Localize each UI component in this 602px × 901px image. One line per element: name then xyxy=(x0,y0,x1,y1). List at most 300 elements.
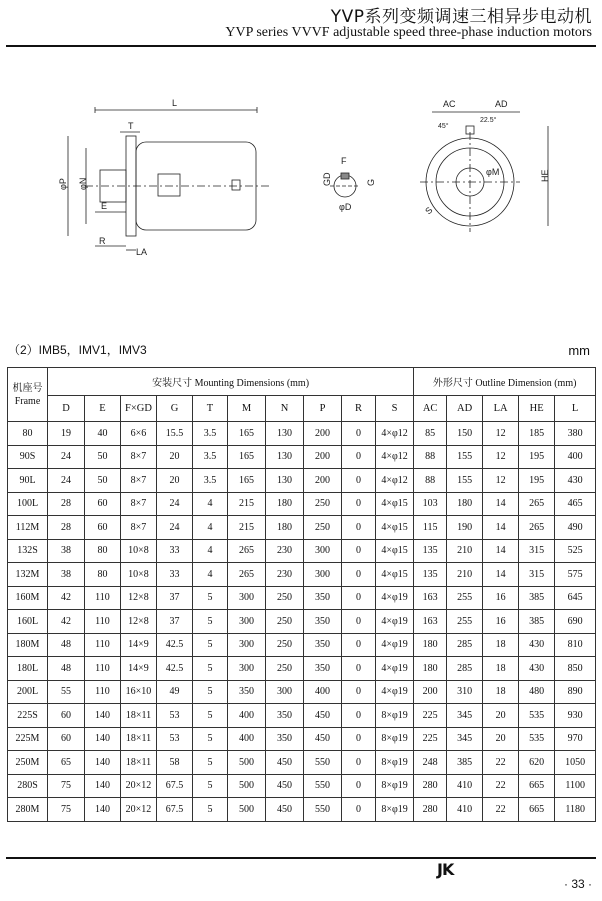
table-cell: 280 xyxy=(414,798,447,822)
table-cell: 58 xyxy=(157,751,193,775)
table-cell: 250 xyxy=(304,516,342,540)
table-cell: 285 xyxy=(447,657,483,681)
table-cell: 4×φ12 xyxy=(376,469,414,493)
dim-label-S: S xyxy=(423,204,435,217)
table-cell: 14 xyxy=(483,492,519,516)
dimension-drawings xyxy=(0,90,602,260)
table-cell: 22 xyxy=(483,798,519,822)
table-cell: 18 xyxy=(483,633,519,657)
table-row xyxy=(8,516,596,540)
table-cell: 110 xyxy=(85,610,121,634)
table-cell: 4×φ19 xyxy=(376,680,414,704)
table-cell: 250 xyxy=(266,633,304,657)
dimension-table xyxy=(7,367,596,822)
table-cell: 225 xyxy=(414,704,447,728)
table-cell: 140 xyxy=(85,751,121,775)
table-cell: 42.5 xyxy=(157,657,193,681)
table-row xyxy=(8,704,596,728)
page-title-zh: YVP系列变频调速三相异步电动机 xyxy=(330,7,592,27)
frame-cell: 100L xyxy=(8,492,48,516)
table-cell: 4 xyxy=(193,539,228,563)
table-cell: 38 xyxy=(48,563,85,587)
dim-label-L: L xyxy=(172,98,178,108)
table-cell: 12 xyxy=(483,469,519,493)
table-cell: 165 xyxy=(228,469,266,493)
table-cell: 400 xyxy=(228,727,266,751)
table-cell: 850 xyxy=(555,657,596,681)
outline-header: 外形尺寸 Outline Dimension (mm) xyxy=(414,368,596,396)
table-row xyxy=(8,798,596,822)
table-cell: 14 xyxy=(483,539,519,563)
column-header: AC xyxy=(414,396,447,422)
frame-cell: 280M xyxy=(8,798,48,822)
table-cell: 550 xyxy=(304,751,342,775)
table-cell: 665 xyxy=(519,774,555,798)
table-cell: 410 xyxy=(447,798,483,822)
table-cell: 22 xyxy=(483,774,519,798)
table-cell: 65 xyxy=(48,751,85,775)
table-cell: 16×10 xyxy=(121,680,157,704)
table-cell: 140 xyxy=(85,727,121,751)
column-header: L xyxy=(555,396,596,422)
table-cell: 53 xyxy=(157,727,193,751)
table-row xyxy=(8,492,596,516)
table-cell: 28 xyxy=(48,516,85,540)
table-cell: 430 xyxy=(519,657,555,681)
table-cell: 3.5 xyxy=(193,469,228,493)
table-row xyxy=(8,610,596,634)
frame-header-zh: 机座号 xyxy=(12,382,43,394)
table-cell: 300 xyxy=(266,680,304,704)
dim-label-E: E xyxy=(101,201,108,211)
table-cell: 4×φ19 xyxy=(376,633,414,657)
table-cell: 14 xyxy=(483,563,519,587)
table-cell: 195 xyxy=(519,469,555,493)
dim-label-T: T xyxy=(128,121,134,131)
table-cell: 0 xyxy=(342,422,376,446)
frame-cell: 90S xyxy=(8,445,48,469)
table-cell: 665 xyxy=(519,798,555,822)
table-row xyxy=(8,727,596,751)
side-view-drawing xyxy=(58,98,270,257)
table-cell: 200 xyxy=(414,680,447,704)
table-cell: 5 xyxy=(193,751,228,775)
table-cell: 1100 xyxy=(555,774,596,798)
table-cell: 185 xyxy=(519,422,555,446)
table-cell: 53 xyxy=(157,704,193,728)
table-cell: 350 xyxy=(304,657,342,681)
dim-label-F: F xyxy=(341,156,347,166)
dim-label-R: R xyxy=(99,236,106,246)
table-cell: 88 xyxy=(414,469,447,493)
table-cell: 75 xyxy=(48,774,85,798)
column-header: S xyxy=(376,396,414,422)
table-cell: 450 xyxy=(266,751,304,775)
column-header: N xyxy=(266,396,304,422)
dim-label-45deg: 45° xyxy=(438,123,449,130)
table-cell: 16 xyxy=(483,586,519,610)
table-cell: 225 xyxy=(414,727,447,751)
table-cell: 0 xyxy=(342,610,376,634)
column-header: P xyxy=(304,396,342,422)
frame-header-en: Frame xyxy=(14,395,41,407)
frame-cell: 132M xyxy=(8,563,48,587)
table-cell: 0 xyxy=(342,586,376,610)
table-cell: 200 xyxy=(304,469,342,493)
dim-label-phiM: φM xyxy=(486,167,500,177)
table-cell: 180 xyxy=(266,492,304,516)
table-cell: 140 xyxy=(85,798,121,822)
table-cell: 75 xyxy=(48,798,85,822)
table-cell: 18×11 xyxy=(121,751,157,775)
table-cell: 10×8 xyxy=(121,539,157,563)
table-cell: 350 xyxy=(304,633,342,657)
frame-cell: 250M xyxy=(8,751,48,775)
dim-label-G: G xyxy=(366,178,376,186)
table-cell: 385 xyxy=(447,751,483,775)
table-cell: 250 xyxy=(266,610,304,634)
table-cell: 535 xyxy=(519,727,555,751)
table-cell: 1050 xyxy=(555,751,596,775)
table-cell: 130 xyxy=(266,445,304,469)
table-cell: 190 xyxy=(447,516,483,540)
table-cell: 5 xyxy=(193,727,228,751)
table-cell: 12×8 xyxy=(121,586,157,610)
dim-label-phiP: φP xyxy=(58,178,68,190)
table-cell: 0 xyxy=(342,751,376,775)
table-cell: 450 xyxy=(304,727,342,751)
frame-header xyxy=(8,368,48,422)
table-row xyxy=(8,539,596,563)
table-cell: 20 xyxy=(157,469,193,493)
table-cell: 140 xyxy=(85,704,121,728)
table-cell: 535 xyxy=(519,704,555,728)
dim-label-AD: AD xyxy=(495,99,508,109)
frame-cell: 80 xyxy=(8,422,48,446)
table-cell: 300 xyxy=(228,657,266,681)
table-cell: 315 xyxy=(519,539,555,563)
table-cell: 265 xyxy=(228,563,266,587)
dim-label-LA: LA xyxy=(136,247,148,257)
table-cell: 4×φ19 xyxy=(376,610,414,634)
company-logo: JK xyxy=(437,860,454,879)
table-cell: 285 xyxy=(447,633,483,657)
table-cell: 22 xyxy=(483,751,519,775)
table-cell: 155 xyxy=(447,445,483,469)
table-cell: 350 xyxy=(304,586,342,610)
table-cell: 60 xyxy=(48,704,85,728)
frame-cell: 112M xyxy=(8,516,48,540)
table-cell: 430 xyxy=(555,469,596,493)
table-cell: 5 xyxy=(193,774,228,798)
table-cell: 150 xyxy=(447,422,483,446)
table-cell: 60 xyxy=(48,727,85,751)
table-cell: 5 xyxy=(193,633,228,657)
table-cell: 8×φ19 xyxy=(376,704,414,728)
table-cell: 50 xyxy=(85,469,121,493)
table-cell: 5 xyxy=(193,798,228,822)
table-cell: 3.5 xyxy=(193,422,228,446)
dim-label-HE: HE xyxy=(540,169,550,182)
table-cell: 5 xyxy=(193,586,228,610)
table-cell: 810 xyxy=(555,633,596,657)
table-row xyxy=(8,563,596,587)
table-cell: 140 xyxy=(85,774,121,798)
table-cell: 0 xyxy=(342,516,376,540)
table-cell: 300 xyxy=(228,610,266,634)
table-cell: 115 xyxy=(414,516,447,540)
table-cell: 265 xyxy=(519,516,555,540)
frame-cell: 180M xyxy=(8,633,48,657)
table-cell: 430 xyxy=(519,633,555,657)
table-cell: 19 xyxy=(48,422,85,446)
table-cell: 265 xyxy=(519,492,555,516)
table-cell: 410 xyxy=(447,774,483,798)
table-cell: 110 xyxy=(85,657,121,681)
table-cell: 250 xyxy=(304,492,342,516)
table-row xyxy=(8,469,596,493)
frame-cell: 160L xyxy=(8,610,48,634)
table-cell: 8×7 xyxy=(121,469,157,493)
table-cell: 500 xyxy=(228,774,266,798)
table-cell: 8×7 xyxy=(121,516,157,540)
column-header: M xyxy=(228,396,266,422)
table-cell: 3.5 xyxy=(193,445,228,469)
table-cell: 180 xyxy=(447,492,483,516)
table-cell: 163 xyxy=(414,586,447,610)
shaft-section-drawing xyxy=(322,156,376,212)
table-cell: 4×φ15 xyxy=(376,516,414,540)
frame-cell: 280S xyxy=(8,774,48,798)
mounting-header: 安装尺寸 Mounting Dimensions (mm) xyxy=(48,368,414,396)
table-cell: 0 xyxy=(342,774,376,798)
table-cell: 310 xyxy=(447,680,483,704)
table-cell: 195 xyxy=(519,445,555,469)
dim-label-22-5deg: 22.5° xyxy=(480,117,497,124)
table-cell: 400 xyxy=(555,445,596,469)
table-cell: 24 xyxy=(157,492,193,516)
column-header: LA xyxy=(483,396,519,422)
frame-cell: 180L xyxy=(8,657,48,681)
frame-cell: 160M xyxy=(8,586,48,610)
table-cell: 103 xyxy=(414,492,447,516)
table-cell: 315 xyxy=(519,563,555,587)
table-cell: 18×11 xyxy=(121,727,157,751)
table-cell: 180 xyxy=(266,516,304,540)
table-cell: 110 xyxy=(85,680,121,704)
table-cell: 230 xyxy=(266,563,304,587)
table-cell: 450 xyxy=(304,704,342,728)
table-cell: 50 xyxy=(85,445,121,469)
page-number: · 33 · xyxy=(563,877,592,891)
table-row xyxy=(8,657,596,681)
table-cell: 970 xyxy=(555,727,596,751)
table-cell: 550 xyxy=(304,798,342,822)
table-cell: 85 xyxy=(414,422,447,446)
table-cell: 255 xyxy=(447,586,483,610)
table-cell: 385 xyxy=(519,586,555,610)
table-cell: 40 xyxy=(85,422,121,446)
table-cell: 130 xyxy=(266,469,304,493)
table-cell: 345 xyxy=(447,704,483,728)
table-cell: 20 xyxy=(157,445,193,469)
table-cell: 575 xyxy=(555,563,596,587)
table-cell: 4×φ12 xyxy=(376,445,414,469)
table-cell: 645 xyxy=(555,586,596,610)
table-cell: 24 xyxy=(48,469,85,493)
table-cell: 24 xyxy=(48,445,85,469)
table-cell: 5 xyxy=(193,610,228,634)
dim-label-phiD: φD xyxy=(339,202,352,212)
table-cell: 163 xyxy=(414,610,447,634)
table-cell: 80 xyxy=(85,539,121,563)
table-row xyxy=(8,586,596,610)
table-cell: 4×φ19 xyxy=(376,657,414,681)
table-cell: 620 xyxy=(519,751,555,775)
table-cell: 500 xyxy=(228,798,266,822)
table-cell: 350 xyxy=(228,680,266,704)
table-cell: 890 xyxy=(555,680,596,704)
table-cell: 38 xyxy=(48,539,85,563)
table-cell: 130 xyxy=(266,422,304,446)
table-cell: 350 xyxy=(266,704,304,728)
table-cell: 28 xyxy=(48,492,85,516)
table-cell: 12×8 xyxy=(121,610,157,634)
table-cell: 230 xyxy=(266,539,304,563)
table-cell: 8×φ19 xyxy=(376,798,414,822)
column-header: E xyxy=(85,396,121,422)
table-cell: 0 xyxy=(342,704,376,728)
table-row xyxy=(8,680,596,704)
table-cell: 18 xyxy=(483,657,519,681)
dim-label-GD: GD xyxy=(322,172,332,186)
page-title-en: YVP series VVVF adjustable speed three-phase induction motors xyxy=(225,25,592,40)
table-cell: 8×7 xyxy=(121,492,157,516)
table-cell: 20 xyxy=(483,704,519,728)
table-cell: 60 xyxy=(85,516,121,540)
table-cell: 255 xyxy=(447,610,483,634)
table-cell: 210 xyxy=(447,539,483,563)
frame-cell: 200L xyxy=(8,680,48,704)
table-cell: 450 xyxy=(266,798,304,822)
front-view-drawing xyxy=(420,99,550,232)
table-cell: 4 xyxy=(193,492,228,516)
table-cell: 55 xyxy=(48,680,85,704)
table-cell: 0 xyxy=(342,680,376,704)
table-cell: 210 xyxy=(447,563,483,587)
table-cell: 300 xyxy=(228,633,266,657)
table-cell: 180 xyxy=(414,657,447,681)
table-cell: 0 xyxy=(342,727,376,751)
frame-cell: 90L xyxy=(8,469,48,493)
table-cell: 33 xyxy=(157,563,193,587)
column-header: T xyxy=(193,396,228,422)
table-cell: 250 xyxy=(266,586,304,610)
column-header: R xyxy=(342,396,376,422)
table-cell: 200 xyxy=(304,422,342,446)
table-cell: 525 xyxy=(555,539,596,563)
table-cell: 135 xyxy=(414,539,447,563)
table-cell: 490 xyxy=(555,516,596,540)
table-cell: 500 xyxy=(228,751,266,775)
table-cell: 12 xyxy=(483,422,519,446)
table-cell: 48 xyxy=(48,657,85,681)
dim-label-phiN: φN xyxy=(78,177,88,190)
table-cell: 930 xyxy=(555,704,596,728)
table-cell: 1180 xyxy=(555,798,596,822)
table-cell: 8×φ19 xyxy=(376,727,414,751)
table-cell: 18×11 xyxy=(121,704,157,728)
table-cell: 350 xyxy=(304,610,342,634)
column-header-row xyxy=(8,396,596,422)
table-cell: 8×φ19 xyxy=(376,774,414,798)
table-cell: 250 xyxy=(266,657,304,681)
table-cell: 4 xyxy=(193,563,228,587)
table-cell: 37 xyxy=(157,586,193,610)
table-cell: 12 xyxy=(483,445,519,469)
table-cell: 4×φ19 xyxy=(376,586,414,610)
table-cell: 465 xyxy=(555,492,596,516)
table-cell: 550 xyxy=(304,774,342,798)
table-cell: 0 xyxy=(342,633,376,657)
table-cell: 5 xyxy=(193,657,228,681)
table-cell: 0 xyxy=(342,469,376,493)
table-cell: 4×φ12 xyxy=(376,422,414,446)
table-cell: 180 xyxy=(414,633,447,657)
table-cell: 6×6 xyxy=(121,422,157,446)
table-cell: 300 xyxy=(304,563,342,587)
table-cell: 165 xyxy=(228,445,266,469)
table-cell: 15.5 xyxy=(157,422,193,446)
table-cell: 280 xyxy=(414,774,447,798)
table-cell: 20 xyxy=(483,727,519,751)
column-header: AD xyxy=(447,396,483,422)
section-title: （2）IMB5，IMV1，IMV3 xyxy=(8,343,147,357)
column-header: G xyxy=(157,396,193,422)
table-cell: 385 xyxy=(519,610,555,634)
table-cell: 4×φ15 xyxy=(376,563,414,587)
column-header: F×GD xyxy=(121,396,157,422)
table-cell: 67.5 xyxy=(157,798,193,822)
table-cell: 400 xyxy=(228,704,266,728)
table-cell: 215 xyxy=(228,492,266,516)
table-cell: 155 xyxy=(447,469,483,493)
dim-label-AC: AC xyxy=(443,99,456,109)
table-cell: 18 xyxy=(483,680,519,704)
table-row xyxy=(8,422,596,446)
table-cell: 110 xyxy=(85,633,121,657)
table-cell: 42 xyxy=(48,610,85,634)
table-cell: 42.5 xyxy=(157,633,193,657)
table-cell: 400 xyxy=(304,680,342,704)
table-cell: 10×8 xyxy=(121,563,157,587)
table-cell: 48 xyxy=(48,633,85,657)
table-cell: 8×7 xyxy=(121,445,157,469)
table-cell: 24 xyxy=(157,516,193,540)
table-cell: 14×9 xyxy=(121,657,157,681)
table-cell: 42 xyxy=(48,586,85,610)
table-row xyxy=(8,751,596,775)
table-cell: 0 xyxy=(342,445,376,469)
table-cell: 4×φ15 xyxy=(376,492,414,516)
table-cell: 14×9 xyxy=(121,633,157,657)
table-cell: 200 xyxy=(304,445,342,469)
table-cell: 4 xyxy=(193,516,228,540)
column-header: D xyxy=(48,396,85,422)
table-row xyxy=(8,633,596,657)
table-cell: 248 xyxy=(414,751,447,775)
table-cell: 135 xyxy=(414,563,447,587)
